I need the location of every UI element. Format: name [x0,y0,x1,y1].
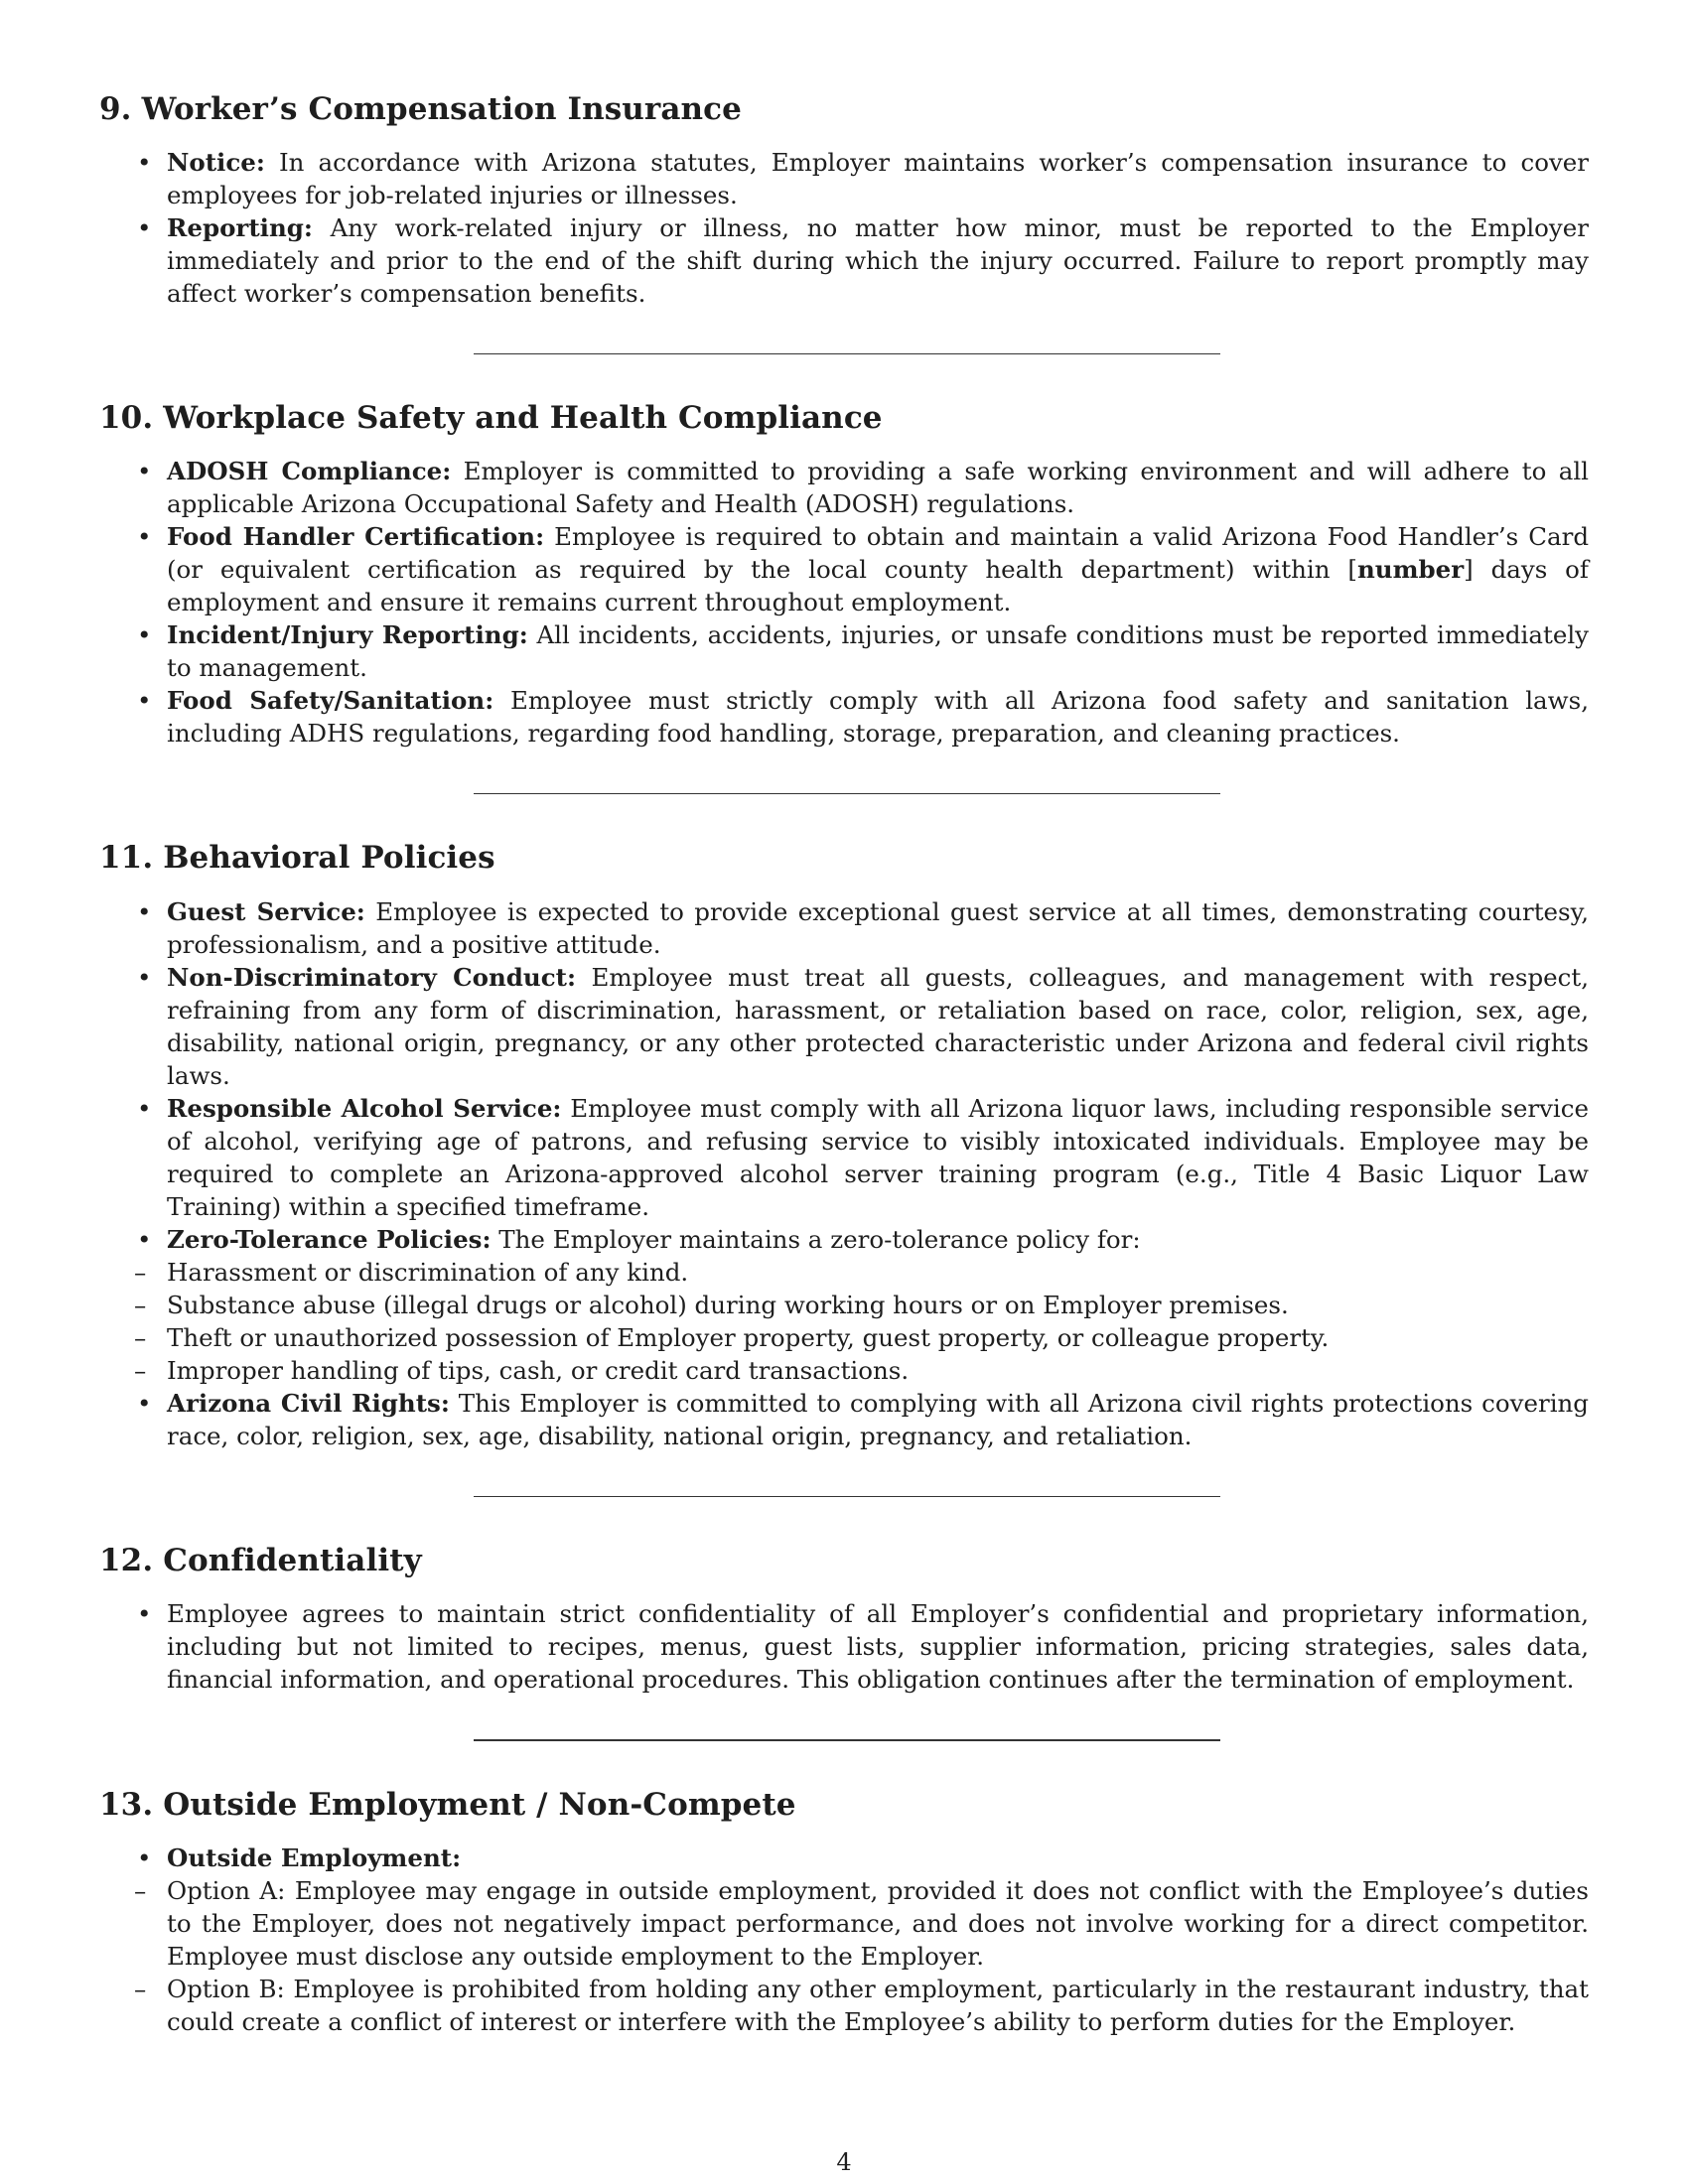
section-title: Outside Employment / Non-Compete [163,1786,796,1823]
section-12 [99,1543,1589,1696]
bullet-list [99,1597,1589,1696]
section-heading [99,400,1589,437]
item-text: Employee is required to obtain and maintain a valid Arizona Food Handler’s Card (or equivalent certification as required by the local county health department) within [ [167,522,1589,585]
section-title: Behavioral Policies [163,840,495,877]
section-number: 11. [99,840,154,877]
item-label: Guest Service: [167,896,365,926]
section-heading [99,1787,1589,1824]
list-item [99,1223,1589,1387]
item-text: Employee must treat all guests, colleagues, and management with respect, refraining from any form of discrimination, harassment, or retaliation based on race, color, religion, sex, age, disability, national origin, pregnancy, or any other protected characteristic under Arizona and federal civil rights laws. [167,962,1589,1090]
item-label: Incident/Injury Reporting: [167,620,528,650]
sub-list-item: – Option A: Employee may engage in outside employment, provided it does not conflict with the Employee’s duties to the Employer, does not negatively impact performance, and does not involve working for a direct competitor. Employee must disclose any outside employment to the Employer. [106,1874,1589,1973]
list-item [99,146,1589,211]
section-heading [99,840,1589,877]
section-10 [99,400,1589,750]
section-9 [99,91,1589,310]
sub-list-item: – Harassment or discrimination of any kind. [106,1256,1589,1289]
sub-list-item: – Substance abuse (illegal drugs or alcohol) during working hours or on Employer premises. [106,1289,1589,1321]
list-item [99,1597,1589,1696]
section-divider [474,1496,1220,1497]
page-number: 4 [836,2148,852,2176]
item-label: Zero-Tolerance Policies: [167,1224,492,1254]
list-item [99,684,1589,750]
item-label: Reporting: [167,213,313,243]
list-item [99,1842,1589,2038]
list-item [99,618,1589,684]
item-text: Employee must strictly comply with all Arizona food safety and sanitation laws, including ADHS regulations, regarding food handling, storage, preparation, and cleaning practices. [167,686,1589,749]
item-text: Employee is expected to provide exceptional guest service at all times, demonstrating courtesy, professionalism, and a positive attitude. [167,896,1589,959]
document-page [99,91,1589,2038]
section-13 [99,1787,1589,2038]
list-item [99,520,1589,618]
item-text: All incidents, accidents, injuries, or unsafe conditions must be reported immediately to management. [167,620,1589,683]
sub-list-item: – Improper handling of tips, cash, or credit card transactions. [106,1354,1589,1387]
sub-list-item: – Theft or unauthorized possession of Employer property, guest property, or colleague property. [106,1321,1589,1354]
section-title: Worker’s Compensation Insurance [141,91,742,127]
item-label: Outside Employment: [167,1843,462,1872]
item-label: Responsible Alcohol Service: [167,1093,562,1123]
sub-list [167,1256,1589,1387]
section-11 [99,840,1589,1451]
item-text: In accordance with Arizona statutes, Employer maintains worker’s compensation insurance to cover employees for job-related injuries or illnesses. [167,148,1589,210]
section-divider [474,793,1220,794]
bullet-list [99,455,1589,750]
section-title: Confidentiality [163,1542,422,1578]
list-item [99,895,1589,961]
item-label: Non-Discriminatory Conduct: [167,962,576,992]
item-label: Notice: [167,148,265,178]
bullet-list [99,146,1589,310]
item-text: Employee agrees to maintain strict confidentiality of all Employer’s confidential and proprietary information, including but not limited to recipes, menus, guest lists, supplier information, pricing strategies, sales data, financial information, and operational procedures. This obligation continues after the termination of employment. [167,1598,1589,1694]
item-text: Employer is committed to providing a safe working environment and will adhere to all applicable Arizona Occupational Safety and Health (ADOSH) regulations. [167,457,1589,519]
placeholder-number: number [1356,555,1465,585]
section-divider [474,1739,1220,1741]
bullet-list [99,1842,1589,2038]
item-label: Arizona Civil Rights: [167,1388,450,1418]
bullet-list [99,895,1589,1452]
item-text: This Employer is committed to complying with all Arizona civil rights protections covering race, color, religion, sex, age, disability, national origin, pregnancy, and retaliation. [167,1388,1589,1450]
list-item [99,211,1589,310]
section-number: 9. [99,91,132,127]
list-item [99,1387,1589,1452]
section-heading [99,1543,1589,1579]
item-label: Food Safety/Sanitation: [167,686,494,716]
section-number: 13. [99,1786,154,1823]
item-text: Any work-related injury or illness, no matter how minor, must be reported to the Employer immediately and prior to the end of the shift during which the injury occurred. Failure to report promptly may affect worker’s compensation benefits. [167,213,1589,309]
list-item [99,1092,1589,1223]
item-label: ADOSH Compliance: [167,457,452,486]
item-text: The Employer maintains a zero-tolerance policy for: [491,1224,1141,1254]
section-number: 12. [99,1542,154,1578]
section-divider [474,353,1220,354]
section-title: Workplace Safety and Health Compliance [163,400,883,437]
sub-list-item: – Option B: Employee is prohibited from holding any other employment, particularly in the restaurant industry, that could create a conflict of interest or interfere with the Employee’s ability to perform duties for the Employer. [106,1973,1589,2038]
section-number: 10. [99,400,154,437]
item-text: ] days of employment and ensure it remains current throughout employment. [167,555,1589,617]
list-item [99,961,1589,1092]
item-label: Food Handler Certification: [167,522,545,552]
section-heading [99,91,1589,128]
item-text: Employee must comply with all Arizona liquor laws, including responsible service of alcohol, verifying age of patrons, and refusing service to visibly intoxicated individuals. Employee may be required to complete an Arizona-approved alcohol server training program (e.g., Title 4 Basic Liquor Law Training) within a specified timeframe. [167,1093,1589,1221]
sub-list [167,1874,1589,2038]
list-item [99,455,1589,520]
